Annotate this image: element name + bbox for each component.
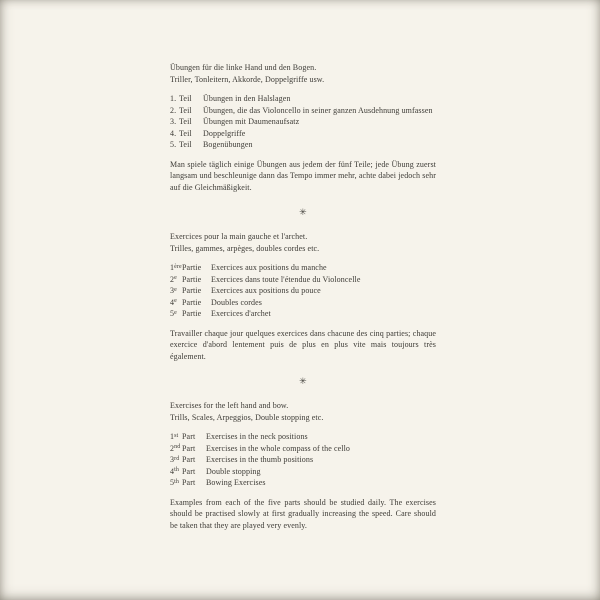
item-ordinal [170,105,203,117]
page-text-block [170,62,436,531]
item-text: Double stopping [206,466,261,476]
section-heading-line1: Exercises for the left hand and bow. [170,401,289,410]
asterisk-separator: ✳ [299,207,307,217]
item-text: Exercises in the thumb positions [206,455,314,464]
item-label: Teil [179,94,192,103]
item-label: Part [182,478,196,487]
item-label: Part [182,466,196,476]
item-label: Part [182,432,196,441]
item-text: Doubles cordes [211,297,262,307]
item-ordinal [170,431,206,443]
item-text: Exercices d'archet [211,309,271,318]
item-ordinal-suffix: e [174,298,177,304]
item-ordinal [170,443,206,455]
item-ordinal [170,262,211,274]
list-item [170,297,436,309]
item-label: Partie [182,286,202,295]
item-text: Bogenübungen [203,140,253,149]
list-item [170,477,436,489]
asterisk-separator: ✳ [299,376,307,386]
section-french [170,231,436,362]
item-number: 5e [170,309,177,318]
item-number: 3rd [170,455,180,464]
list-item [170,285,436,297]
item-number: 2e [170,274,177,284]
item-ordinal [170,93,203,105]
item-ordinal [170,477,206,489]
item-number: 4. [170,128,177,138]
item-text: Übungen in den Halslagen [203,94,291,103]
section-heading-line2: Trills, Scales, Arpeggios, Double stopping etc. [170,412,324,422]
item-number: 5th [170,478,179,487]
item-text: Exercices dans toute l'étendue du Violoncelle [211,274,361,284]
item-text: Übungen mit Daumenaufsatz [203,117,300,126]
item-text: Exercises in the neck positions [206,432,308,441]
item-ordinal [170,116,203,128]
item-number: 5. [170,140,177,149]
item-label: Teil [179,140,192,149]
item-text: Übungen, die das Violoncello in seiner ganzen Ausdehnung umfassen [203,105,433,115]
section-heading-line1: Exercices pour la main gauche et l'archet. [170,232,308,241]
item-ordinal [170,297,211,309]
parts-list [170,431,436,489]
item-ordinal-suffix: th [174,467,179,473]
item-label: Teil [179,117,192,126]
item-number: 2nd [170,443,181,453]
section-heading-line2: Triller, Tonleitern, Akkorde, Doppelgriffe usw. [170,74,325,84]
list-item [170,128,436,140]
item-label: Partie [182,309,202,318]
item-text: Doppelgriffe [203,128,246,138]
item-label: Part [182,455,196,464]
list-item [170,308,436,320]
item-label: Partie [182,297,202,307]
list-item [170,116,436,128]
parts-list [170,93,436,151]
item-ordinal-suffix: e [174,275,177,281]
item-label: Partie [182,263,202,272]
item-number: 2. [170,105,177,115]
item-text: Exercises in the whole compass of the cello [206,443,351,453]
section-heading-line2: Trilles, gammes, arpèges, doubles cordes etc. [170,243,320,253]
item-ordinal-suffix: st [174,432,179,439]
item-label: Part [182,443,196,453]
list-item [170,105,436,117]
list-item [170,431,436,443]
item-ordinal [170,139,203,151]
item-text: Exercices aux positions du pouce [211,286,321,295]
item-label: Partie [182,274,202,284]
item-ordinal-suffix: ère [174,263,182,270]
item-ordinal-suffix: th [174,478,179,485]
item-number: 3. [170,117,177,126]
section-paragraph: Examples from each of the five parts should be studied daily. The exercises should be practised slowly at first gradually increasing the speed. Care should be taken that they are played very evenly. [170,497,436,530]
item-ordinal-suffix: e [174,309,177,316]
item-ordinal [170,466,206,478]
item-number: 3e [170,286,177,295]
item-ordinal [170,128,203,140]
section-english [170,400,436,531]
item-ordinal [170,308,211,320]
list-item [170,454,436,466]
list-item [170,274,436,286]
section-paragraph: Man spiele täglich einige Übungen aus jedem der fünf Teile; jede Übung zuerst langsam und beschleunige dann das Tempo immer mehr, achte dabei jedoch sehr auf die Gleichmäßigkeit. [170,159,436,192]
list-item [170,262,436,274]
item-ordinal [170,285,211,297]
section-german [170,62,436,193]
item-text: Bowing Exercises [206,478,266,487]
item-ordinal-suffix: e [174,286,177,293]
item-number: 1ère [170,263,182,272]
item-number: 1st [170,432,179,441]
item-label: Teil [179,128,192,138]
item-text: Exercices aux positions du manche [211,263,327,272]
list-item [170,443,436,455]
list-item [170,139,436,151]
parts-list [170,262,436,320]
list-item [170,93,436,105]
item-ordinal-suffix: rd [174,455,180,462]
item-number: 1. [170,94,177,103]
section-heading-line1: Übungen für die linke Hand und den Bogen. [170,63,317,72]
item-number: 4th [170,466,179,476]
item-ordinal [170,454,206,466]
section-paragraph: Travailler chaque jour quelques exercices dans chacune des cinq parties; chaque exercice d'abord lentement puis de plus en plus vite mais toujours très également. [170,328,436,361]
item-number: 4e [170,297,177,307]
list-item [170,466,436,478]
item-ordinal [170,274,211,286]
item-ordinal-suffix: nd [174,444,181,450]
item-label: Teil [179,105,192,115]
